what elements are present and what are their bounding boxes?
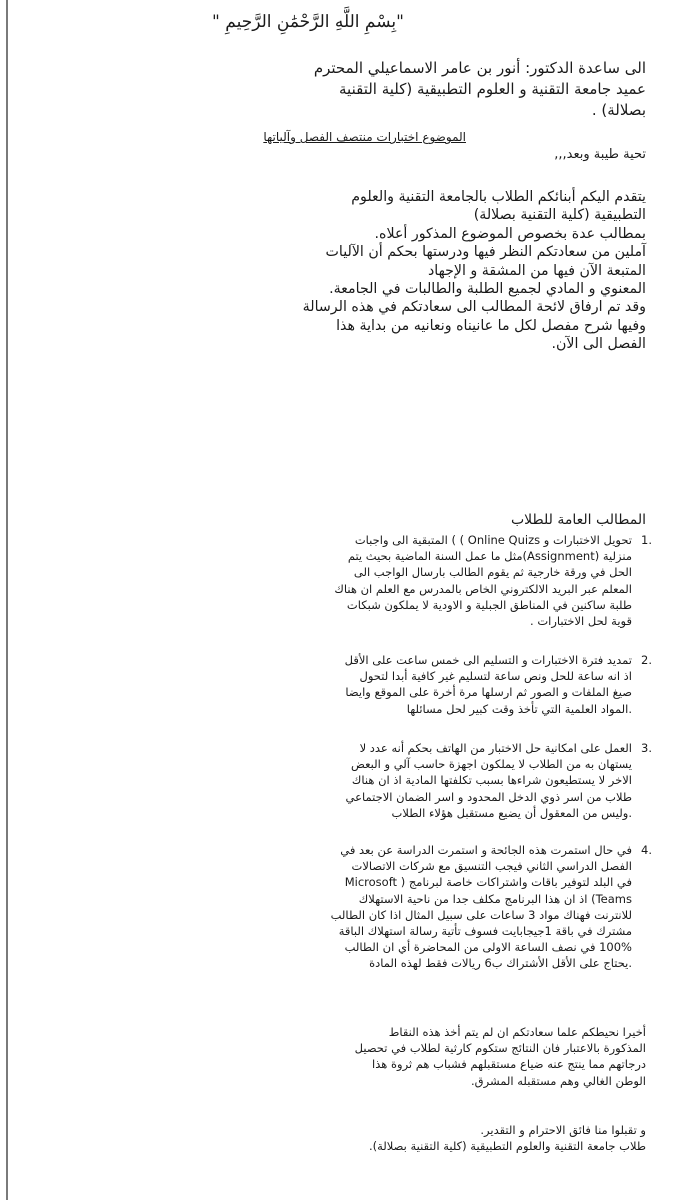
closing-paragraph [40,1024,646,1089]
demand-line: .وليس من المعقول أن يضيع مستقبل هؤلاء الطلاب [391,805,632,820]
intro-line: الفصل الى الآن. [551,336,646,353]
bismillah-heading: "بِسْمِ اللَّهِ الرَّحْمَٰنِ الرَّحِيمِ " [212,12,404,32]
demand-line: الحل في ورقة خارجية ثم يقوم الطالب بارسال الواجب الى [353,565,632,580]
demand-line: قوية لحل الاختبارات . [530,614,632,629]
intro-line: وقد تم ارفاق لائحة المطالب الى سعادتكم في هذه الرسالة [302,299,646,316]
intro-line: بمطالب عدة بخصوص الموضوع المذكور أعلاه. [374,225,646,242]
demand-number: 2. [641,653,652,667]
demand-line: طلبة ساكنين في المناطق الجبلية و الاودية لا يملكون شبكات [346,597,632,612]
intro-paragraph [40,188,646,354]
intro-line: المعنوي و المادي لجميع الطلبة والطالبات في الجامعة. [329,281,646,298]
demand-line: تمديد فترة الاختبارات و التسليم الى خمس ساعت على الأقل [344,653,632,667]
intro-line: يتقدم اليكم أبنائكم الطلاب بالجامعة التقنية والعلوم [351,189,646,205]
demand-number: 4. [641,843,652,857]
demand-line: المعلم عبر البريد الالكتروني الخاص بالمدرس مع العلم ان هناك [334,581,632,596]
address-line: بصلالة) . [591,101,646,119]
demand-line: في حال استمرت هذه الجائحة و استمرت الدراسة عن بعد في [340,843,632,857]
left-margin-rule [6,0,8,1200]
demand-line: .يحتاج على الأقل الأشتراك ب6 ريالات فقط لهذه المادة [369,956,632,971]
demand-line: الفصل الدراسي الثاني فيجب التنسيق مع شركات الاتصالات [351,859,632,874]
demand-line: للانترنت فهناك مواد 3 ساعات على سبيل المثال اذا كان الطالب [330,907,632,922]
closing-line: المذكورة بالاعتبار فان النتائج ستكوم كارثية لطلاب في تحصيل [354,1041,646,1056]
closing-line: أخيرا نحيطكم علما سعادتكم ان لم يتم أخذ هذه النقاط [388,1025,646,1039]
demand-line: في البلد لتوفير باقات واشتراكات خاصة لبرنامج ( Microsoft [344,875,632,890]
demand-line: اذ انه ساعة للحل ونص ساعة لتسليم غير كافية أبدا لتحول [359,669,632,684]
greeting: تحية طيبة وبعد,,, [554,147,646,162]
demand-item [40,740,652,821]
demand-line: طلاب من اسر ذوي الدخل المحدود و اسر الضمان الاجتماعي [345,789,632,804]
address-line: الى ساعدة الدكتور: أنور بن عامر الاسماعيلي المحترم [313,59,646,77]
intro-line: المتبعة الآن فيها من المشقة و الإجهاد [427,262,646,279]
demand-line: مشترك في باقة 1جيجابايت فسوف تأتية رسالة استهلاك الباقة [338,924,632,939]
intro-line: وفيها شرح مفصل لكل ما عانيناه ونعانيه من بداية هذا [336,317,646,334]
demand-line: 100% في نصف الساعة الاولى من المحاضرة أي ان الطالب [344,940,632,955]
sign-off [40,1122,646,1154]
demand-line: الاخر لا يستطيعون شراءها بسبب تكلفتها المادية اذ ان هناك [351,773,632,788]
demand-line: يستهان به من الطلاب لا يملكون اجهزة حاسب آلي و البعض [351,757,632,772]
demand-line: صيغ الملفات و الصور ثم ارسلها مرة أخرة على الموقع وايضا [345,685,632,700]
sign-off-line: طلاب جامعة التقنية والعلوم التطبيقية (كلية التقنية بصلالة). [368,1139,646,1154]
closing-line: درجاتهم مما ينتج عنه ضياع مستقبلهم فشباب هم ثروة هذا [372,1057,646,1072]
letter-document [40,0,652,1200]
closing-line: الوطن الغالي وهم مستقبله المشرق. [471,1073,646,1088]
demand-line: العمل على امكانية حل الاختبار من الهاتف بحكم أنه عدد لا [359,741,632,755]
section-title: المطالب العامة للطلاب [510,512,646,528]
demand-line: Teams) اذ ان هذا البرنامج مكلف جدا من ناحية الاستهلاك [358,891,632,906]
demand-number: 3. [641,741,652,755]
demand-line: منزلية (Assignment)مثل ما عمل السنة الماضية بحيث يتم [347,549,632,564]
demand-line: .المواد العلمية التي تأخذ وقت كبير لحل مسائلها [406,701,632,716]
recipient-address [40,58,646,121]
demand-item [40,652,652,717]
intro-line: آملين من سعادتكم النظر فيها ودرستها بحكم أن الآليات [325,244,646,261]
address-line: عميد جامعة التقنية و العلوم التطبيقية (كلية التقنية [339,80,646,98]
subject-line: الموضوع اختبارات منتصف الفصل وآلياتها [263,130,466,144]
demand-item [40,842,652,972]
intro-line: التطبيقية (كلية التقنية بصلالة) [473,207,646,224]
demand-number: 1. [641,533,652,547]
demand-line: تحويل الاختبارات و Online Quizs ) ) المتبقية الى واجبات [354,533,632,547]
demand-item [40,532,652,629]
sign-off-line: و تقبلوا منا فائق الاحترام و التقدير. [480,1123,646,1137]
